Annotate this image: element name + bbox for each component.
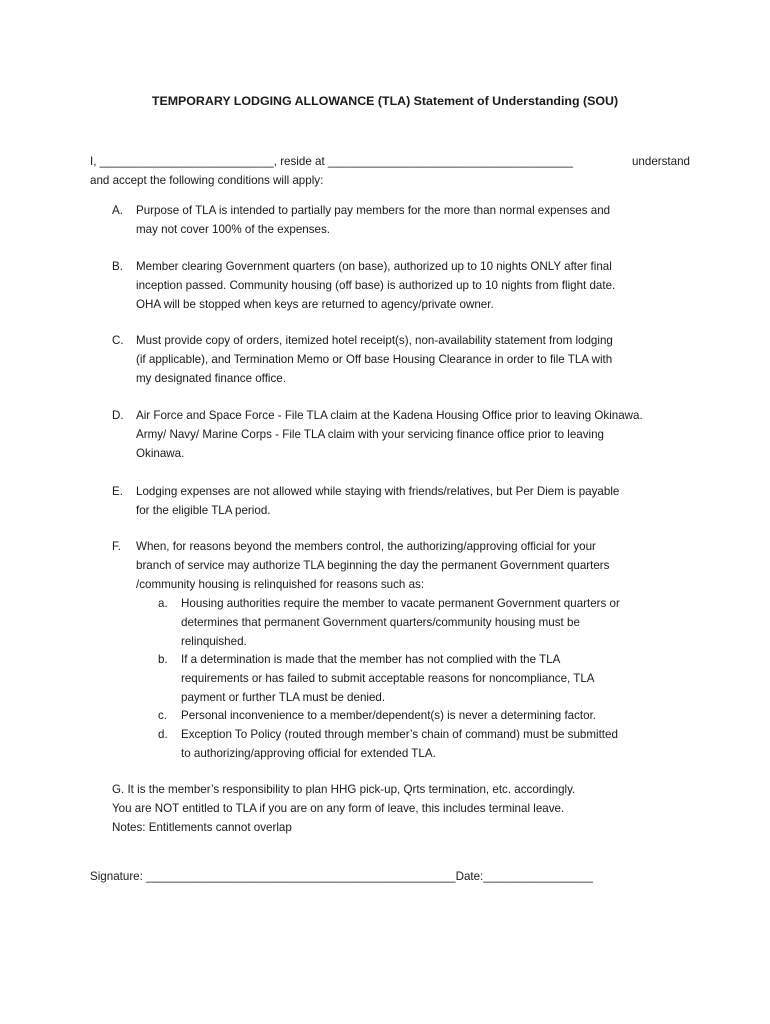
page-title: TEMPORARY LODGING ALLOWANCE (TLA) Statement of Understanding (SOU)	[151, 94, 619, 108]
closing-paragraph	[112, 780, 712, 837]
item-line: Army/ Navy/ Marine Corps - File TLA claim with your servicing finance office prior to leaving	[136, 428, 605, 441]
item-label: A.	[112, 204, 123, 217]
sub-item-b	[158, 650, 698, 707]
item-line: (if applicable), and Termination Memo or Off base Housing Clearance in order to file TLA with	[136, 353, 613, 366]
sub-item-line: to authorizing/approving official for extended TLA.	[181, 747, 436, 760]
item-line: Air Force and Space Force - File TLA claim at the Kadena Housing Office prior to leaving Okinawa.	[136, 409, 643, 422]
condition-item-c	[112, 331, 692, 388]
condition-item-f	[112, 537, 692, 594]
sub-item-label: c.	[158, 709, 168, 722]
item-line: Purpose of TLA is intended to partially pay members for the more than normal expenses and	[136, 204, 611, 217]
signature-date-line: Signature: ________________________________________________Date:_________________	[90, 870, 593, 883]
intro-line-1-text: I, ___________________________, reside at ______________________________________	[90, 155, 573, 168]
sub-item-line: Exception To Policy (routed through member’s chain of command) must be submitted	[181, 728, 618, 741]
sub-item-line: Housing authorities require the member to vacate permanent Government quarters or	[181, 597, 620, 610]
item-line: /community housing is relinquished for reasons such as:	[136, 578, 425, 591]
item-line: When, for reasons beyond the members control, the authorizing/approving official for your	[136, 540, 596, 553]
item-line: Lodging expenses are not allowed while staying with friends/relatives, but Per Diem is payable	[136, 485, 620, 498]
item-line: OHA will be stopped when keys are returned to agency/private owner.	[136, 298, 494, 311]
item-label: B.	[112, 260, 123, 273]
item-line: for the eligible TLA period.	[136, 504, 271, 517]
item-line: branch of service may authorize TLA beginning the day the permanent Government quarters	[136, 559, 610, 572]
sub-item-d	[158, 725, 698, 763]
condition-item-b	[112, 257, 692, 314]
item-label: D.	[112, 409, 124, 422]
sub-item-c	[158, 706, 698, 725]
sub-item-label: b.	[158, 653, 168, 666]
intro-line-1	[90, 152, 690, 171]
sub-item-line: relinquished.	[181, 635, 247, 648]
intro-line-1-end: understand	[631, 155, 690, 168]
sub-item-line: Personal inconvenience to a member/dependent(s) is never a determining factor.	[181, 709, 597, 722]
item-line: inception passed. Community housing (off base) is authorized up to 10 nights from flight date.	[136, 279, 616, 292]
sub-item-label: d.	[158, 728, 168, 741]
closing-line: You are NOT entitled to TLA if you are on any form of leave, this includes terminal leave.	[112, 802, 565, 815]
closing-line: G. It is the member’s responsibility to plan HHG pick-up, Qrts termination, etc. accordingly.	[112, 783, 576, 796]
item-label: F.	[112, 540, 122, 553]
sub-item-line: If a determination is made that the member has not complied with the TLA	[181, 653, 561, 666]
item-line: Okinawa.	[136, 447, 185, 460]
condition-item-d	[112, 406, 692, 463]
item-line: Must provide copy of orders, itemized hotel receipt(s), non-availability statement from lodging	[136, 334, 613, 347]
sub-item-line: determines that permanent Government quarters/community housing must be	[181, 616, 580, 629]
intro-line-2: and accept the following conditions will apply:	[90, 174, 324, 187]
item-label: C.	[112, 334, 124, 347]
sub-item-label: a.	[158, 597, 168, 610]
intro-paragraph	[90, 152, 690, 190]
item-label: E.	[112, 485, 123, 498]
sub-item-line: requirements or has failed to submit acceptable reasons for noncompliance, TLA	[181, 672, 595, 685]
sub-item-a	[158, 594, 698, 651]
sub-item-line: payment or further TLA must be denied.	[181, 691, 386, 704]
condition-item-e	[112, 482, 692, 520]
item-line: my designated finance office.	[136, 372, 286, 385]
item-line: Member clearing Government quarters (on base), authorized up to 10 nights ONLY after final	[136, 260, 612, 273]
closing-line: Notes: Entitlements cannot overlap	[112, 821, 292, 834]
condition-item-a	[112, 201, 692, 239]
item-line: may not cover 100% of the expenses.	[136, 223, 330, 236]
